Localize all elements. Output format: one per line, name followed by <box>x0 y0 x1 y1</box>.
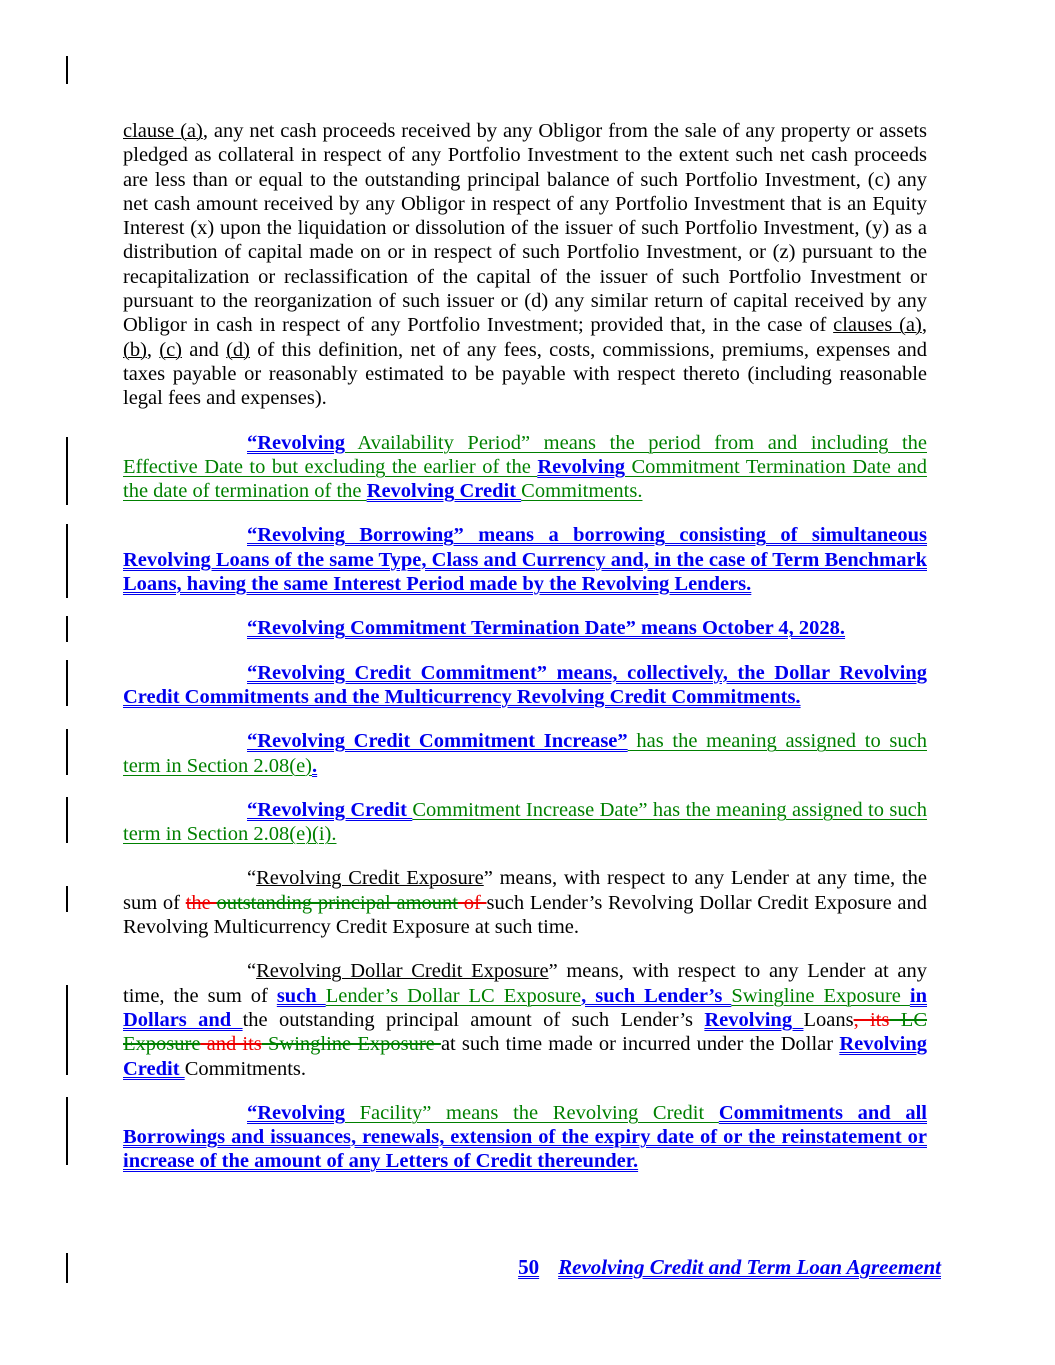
text-run: Revolving Credit Exposure <box>256 867 484 890</box>
text-run: Revolving <box>537 455 626 478</box>
text-run: at such time made or incurred under the Dollar <box>440 1033 840 1056</box>
change-bar <box>66 886 68 912</box>
text-run: and <box>182 338 227 361</box>
paragraph <box>123 616 927 640</box>
text-run: LC Exposure <box>123 1008 928 1056</box>
text-run: Commitments. <box>521 480 643 503</box>
text-run: clauses (a) <box>833 314 922 337</box>
text-run: Revolving <box>704 1008 804 1031</box>
text-run: Swingline Exposure <box>261 1033 441 1056</box>
text-run: Revolving Credit <box>366 480 522 503</box>
text-run: “Revolving Commitment Termination Date” means October 4, 2028. <box>247 617 846 640</box>
text-run: has the meaning assigned to such term in Section 2.08(e) <box>123 730 927 777</box>
document-body <box>123 119 927 1194</box>
text-run: , <box>921 314 927 337</box>
text-run: of <box>457 891 487 914</box>
text-run: Lender’s Dollar LC Exposure <box>325 984 582 1007</box>
page-footer <box>518 1255 941 1280</box>
text-run: “ <box>247 867 257 890</box>
change-bar <box>66 660 68 706</box>
text-run: Commitments. <box>184 1057 306 1080</box>
text-run: of this definition, net of any fees, costs, commissions, premiums, expenses and taxes payable or reasonably estimated to be payable with respect thereto (including reasonable legal fees and expenses). <box>123 338 927 410</box>
text-run: (b) <box>123 338 147 361</box>
change-bar <box>66 985 68 1075</box>
text-run: (c) <box>159 338 183 361</box>
text-run: Commitment Termination Date and the date of termination of the <box>123 455 927 503</box>
paragraph <box>123 959 927 1080</box>
text-run: ” means, with respect to any Lender at any time, the sum of <box>123 867 927 914</box>
text-run: clause (a) <box>123 120 203 142</box>
change-bar <box>66 1253 68 1283</box>
text-run: “ <box>247 960 257 983</box>
text-run: and its <box>200 1033 262 1056</box>
text-run: Commitments and all Borrowings and issuances, renewals, extension of the expiry date of or the reinstatement or increase of the amount of any Letters of Credit thereunder. <box>123 1101 927 1173</box>
change-bar <box>66 524 68 598</box>
text-run: . <box>312 754 318 777</box>
paragraph <box>123 729 927 778</box>
text-run: (d) <box>226 338 250 361</box>
text-run: “Revolving Borrowing” means a borrowing consisting of simultaneous Revolving Loans of the same Type, Class and Currency and, in the case of Term Benchmark Loans, having the same Interest Period made by the Revolving Lenders. <box>123 524 927 596</box>
paragraph <box>123 798 927 847</box>
text-run: Commitment Increase Date” has the meaning assigned to such term in Section 2.08(e)(i). <box>123 798 927 846</box>
text-run: the outstanding principal amount of such Lender’s <box>242 1008 705 1031</box>
text-run: Availability Period” means the period from and including the Effective Date to but excluding the earlier of the <box>123 431 927 478</box>
paragraph <box>123 866 927 939</box>
text-run: “Revolving Credit Commitment” means, collectively, the Dollar Revolving Credit Commitments and the Multicurrency Revolving Credit Commitments. <box>123 661 927 708</box>
text-run: “Revolving <box>247 1101 345 1124</box>
paragraph <box>123 523 927 596</box>
text-run: “Revolving Credit <box>247 798 413 821</box>
text-run: , any net cash proceeds received by any Obligor from the sale of any property or assets pledged as collateral in respect of any Portfolio Investment to the extent such net cash proceeds are less than or equal to the outstanding principal balance of such Portfolio Investment, (c) any net cash amount received by any Obligor in respect of any Portfolio Investment that is an Equity Interest (x) upon the liquidation or dissolution of the issuer of such Portfolio Investment, (y) as a distribution of capital made on or in respect of such Portfolio Investment, or (z) pursuant to the recapitalization or reclassification of the capital of the issuer of such Portfolio Investment or pursuant to the reorganization of such issuer or (d) any similar return of capital received by any Obligor in cash in respect of any Portfolio Investment; provided that, in the case of <box>123 120 927 337</box>
change-bar <box>66 729 68 775</box>
text-run: Revolving Dollar Credit Exposure <box>256 960 549 983</box>
text-run: outstanding principal amount <box>216 891 458 914</box>
text-run: Swingline Exposure <box>731 984 910 1007</box>
paragraph <box>123 1101 927 1174</box>
text-run: such Lender’s Revolving Dollar Credit Exposure and Revolving Multicurrency Credit Exposure at such time. <box>123 891 928 939</box>
change-bar <box>66 616 68 642</box>
change-bar <box>66 437 68 505</box>
text-run: the <box>185 891 217 914</box>
text-run: Revolving Credit <box>123 1033 928 1080</box>
change-bar <box>66 797 68 843</box>
text-run: “Revolving <box>247 431 345 454</box>
page-number: 50 <box>518 1255 540 1279</box>
text-run: in Dollars and <box>123 984 927 1031</box>
paragraph <box>123 661 927 710</box>
text-run: “Revolving Credit Commitment Increase” <box>247 730 628 753</box>
text-run: ” means, with respect to any Lender at any time, the sum of <box>123 960 928 1007</box>
paragraph <box>123 431 927 504</box>
document-title: Revolving Credit and Term Loan Agreement <box>558 1255 941 1279</box>
change-bar <box>66 1097 68 1165</box>
text-run: Loans <box>803 1008 854 1031</box>
text-run: such <box>276 984 326 1007</box>
text-run: , its <box>853 1008 890 1031</box>
paragraph <box>123 119 927 411</box>
text-run: , <box>146 338 160 361</box>
change-bar <box>66 56 68 84</box>
text-run: Facility” means the Revolving Credit <box>344 1101 719 1124</box>
text-run: , such Lender’s <box>581 984 732 1007</box>
